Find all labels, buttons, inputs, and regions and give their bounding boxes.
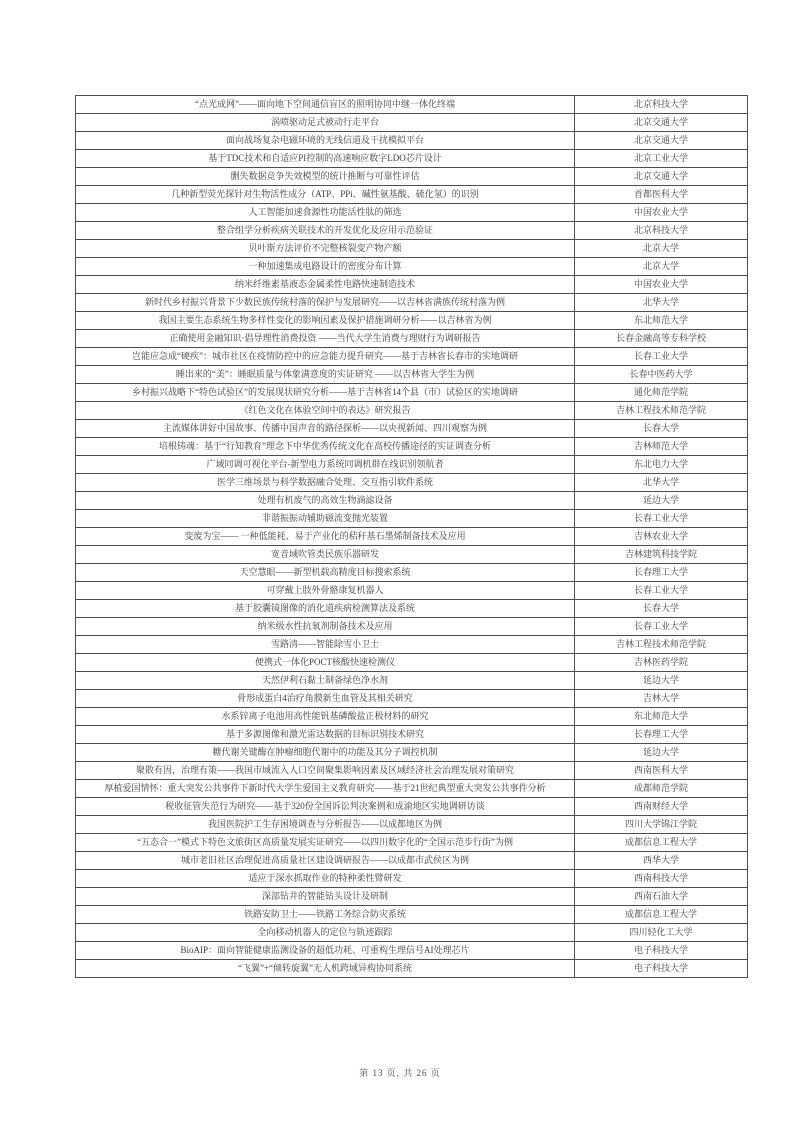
project-title-cell: 天然伊利石黏土制备绿色净水剂 xyxy=(76,672,575,690)
project-title-cell: BioAIP：面向智能健康监测设备的超低功耗、可重构生理信号AI处理芯片 xyxy=(76,942,575,960)
table-row xyxy=(76,762,748,780)
project-title-cell: 便携式一体化POCT核酸快速检测仪 xyxy=(76,654,575,672)
university-cell: 长春大学 xyxy=(575,420,748,438)
table-row xyxy=(76,96,748,114)
university-cell: 长春大学 xyxy=(575,600,748,618)
university-cell: 北京科技大学 xyxy=(575,96,748,114)
project-title-cell: 纳米级水性抗氧剂制备技术及应用 xyxy=(76,618,575,636)
project-title-cell: 涡喷驱动足式被动行走平台 xyxy=(76,114,575,132)
project-title-cell: 水系锌离子电池用高性能钒基磷酸盐正极材料的研究 xyxy=(76,708,575,726)
university-cell: 吉林师范大学 xyxy=(575,438,748,456)
project-title-cell: 税收征管失范行为研究——基于320份全国诉讼判决案例和成渝地区实地调研访谈 xyxy=(76,798,575,816)
university-cell: 北京工业大学 xyxy=(575,150,748,168)
table-row xyxy=(76,600,748,618)
university-cell: 长春金融高等专科学校 xyxy=(575,330,748,348)
project-title-cell: 适应于深水抓取作业的特种柔性臂研发 xyxy=(76,870,575,888)
university-cell: 西华大学 xyxy=(575,852,748,870)
project-title-cell: 人工智能加速食源性功能活性肽的筛选 xyxy=(76,204,575,222)
table-row xyxy=(76,276,748,294)
project-title-cell: 正确使用金融知识·倡导理性消费投资 ——当代大学生消费与理财行为调研报告 xyxy=(76,330,575,348)
project-title-cell: 天空慧眼——新型机载高精度目标搜索系统 xyxy=(76,564,575,582)
project-title-cell: 岂能应急成“硬疾”：城市社区在疫情防控中的应急能力提升研究——基于吉林省长春市的实地调研 xyxy=(76,348,575,366)
project-title-cell: 非谐振振动辅助磁流变抛光装置 xyxy=(76,510,575,528)
university-cell: 延边大学 xyxy=(575,492,748,510)
university-cell: 四川轻化工大学 xyxy=(575,924,748,942)
project-title-cell: 几种新型荧光探针对生物活性成分（ATP、PPi、碱性氨基酸、硫化氢）的识别 xyxy=(76,186,575,204)
university-cell: 吉林医药学院 xyxy=(575,654,748,672)
university-cell: 西南石油大学 xyxy=(575,888,748,906)
project-table xyxy=(75,95,748,978)
project-title-cell: 厚植爱国情怀：重大突发公共事件下新时代大学生爱国主义教育研究——基于21世纪典型重大突发公共事件分析 xyxy=(76,780,575,798)
project-title-cell: 睡出来的“美”：睡眠质量与体象满意度的实证研究 ——以吉林省大学生为例 xyxy=(76,366,575,384)
university-cell: 西南财经大学 xyxy=(575,798,748,816)
university-cell: 北华大学 xyxy=(575,294,748,312)
university-cell: 长春中医药大学 xyxy=(575,366,748,384)
table-row xyxy=(76,492,748,510)
university-cell: 四川大学锦江学院 xyxy=(575,816,748,834)
table-row xyxy=(76,780,748,798)
table-row xyxy=(76,924,748,942)
project-title-cell: 城市老旧社区治理促进高质量社区建设调研报告——以成都市武侯区为例 xyxy=(76,852,575,870)
university-cell: 电子科技大学 xyxy=(575,942,748,960)
table-row xyxy=(76,672,748,690)
table-row xyxy=(76,942,748,960)
project-title-cell: 一种加速集成电路设计的密度分布计算 xyxy=(76,258,575,276)
project-title-cell: 新时代乡村振兴背景下少数民族传统村落的保护与发展研究——以吉林省满族传统村落为例 xyxy=(76,294,575,312)
project-title-cell: “飞翼”+“倾转旋翼”无人机跨域异构协同系统 xyxy=(76,960,575,978)
table-row xyxy=(76,402,748,420)
table-row xyxy=(76,258,748,276)
table-row xyxy=(76,510,748,528)
project-title-cell: 乡村振兴战略下“特色试验区”的发展现状研究分析——基于吉林省14个县（市）试验区的实地调研 xyxy=(76,384,575,402)
university-cell: 成都信息工程大学 xyxy=(575,906,748,924)
page-number-footer: 第 13 页, 共 26 页 xyxy=(359,1068,441,1078)
university-cell: 吉林工程技术师范学院 xyxy=(575,402,748,420)
table-row xyxy=(76,222,748,240)
university-cell: 东北师范大学 xyxy=(575,708,748,726)
table-row xyxy=(76,150,748,168)
project-title-cell: 我国医院护工生存困境调查与分析报告——以成都地区为例 xyxy=(76,816,575,834)
table-row xyxy=(76,384,748,402)
table-row xyxy=(76,744,748,762)
table-row xyxy=(76,618,748,636)
table-row xyxy=(76,474,748,492)
table-row xyxy=(76,186,748,204)
university-cell: 东北师范大学 xyxy=(575,312,748,330)
table-row xyxy=(76,348,748,366)
project-title-cell: 基于胶囊镜图像的消化道疾病检测算法及系统 xyxy=(76,600,575,618)
table-row xyxy=(76,798,748,816)
university-cell: 北京大学 xyxy=(575,240,748,258)
table-row xyxy=(76,366,748,384)
university-cell: 首都医科大学 xyxy=(575,186,748,204)
university-cell: 长春理工大学 xyxy=(575,726,748,744)
university-cell: 吉林工程技术师范学院 xyxy=(575,636,748,654)
university-cell: 吉林大学 xyxy=(575,690,748,708)
table-row xyxy=(76,132,748,150)
project-title-cell: 铁路安防卫士——铁路工务综合防灾系统 xyxy=(76,906,575,924)
university-cell: 东北电力大学 xyxy=(575,456,748,474)
table-row xyxy=(76,870,748,888)
project-table-body xyxy=(76,96,748,978)
university-cell: 通化师范学院 xyxy=(575,384,748,402)
university-cell: 吉林建筑科技学院 xyxy=(575,546,748,564)
project-title-cell: “点光成网”——面向地下空间通信盲区的照明协同中继一体化终端 xyxy=(76,96,575,114)
table-row xyxy=(76,546,748,564)
table-row xyxy=(76,690,748,708)
university-cell: 成都信息工程大学 xyxy=(575,834,748,852)
university-cell: 北京科技大学 xyxy=(575,222,748,240)
table-row xyxy=(76,330,748,348)
project-title-cell: 雪路清——智能除雪小卫士 xyxy=(76,636,575,654)
university-cell: 北京交通大学 xyxy=(575,114,748,132)
project-title-cell: 删失数据竞争失效模型的统计推断与可靠性评估 xyxy=(76,168,575,186)
university-cell: 西南科技大学 xyxy=(575,870,748,888)
table-row xyxy=(76,294,748,312)
project-title-cell: 培根铸魂：基于“行知教育”理念下中华优秀传统文化在高校传播途径的实证调查分析 xyxy=(76,438,575,456)
project-title-cell: 深部钻井的智能钻头设计及研制 xyxy=(76,888,575,906)
university-cell: 电子科技大学 xyxy=(575,960,748,978)
university-cell: 成都师范学院 xyxy=(575,780,748,798)
project-title-cell: 糖代谢关键酶在肿瘤细胞代谢中的功能及其分子调控机制 xyxy=(76,744,575,762)
university-cell: 延边大学 xyxy=(575,672,748,690)
project-title-cell: 主流媒体讲好中国故事、传播中国声音的路径探析——以央视新闻、四川观察为例 xyxy=(76,420,575,438)
project-title-cell: “五态合一”模式下特色文旅街区高质量发展实证研究——以四川数字化的“全国示范步行街”为例 xyxy=(76,834,575,852)
table-row xyxy=(76,834,748,852)
university-cell: 西南医科大学 xyxy=(575,762,748,780)
project-title-cell: 面向战场复杂电磁环境的无线信道及干扰模拟平台 xyxy=(76,132,575,150)
table-row xyxy=(76,582,748,600)
project-title-cell: 整合组学分析疾病关联技术的开发优化及应用示范验证 xyxy=(76,222,575,240)
table-row xyxy=(76,528,748,546)
university-cell: 长春理工大学 xyxy=(575,564,748,582)
project-title-cell: 骨形成蛋白4治疗角膜新生血管及其相关研究 xyxy=(76,690,575,708)
table-row xyxy=(76,168,748,186)
table-row xyxy=(76,114,748,132)
table-row xyxy=(76,906,748,924)
project-title-cell: 宽音域吹管类民族乐器研发 xyxy=(76,546,575,564)
table-row xyxy=(76,312,748,330)
table-row xyxy=(76,240,748,258)
university-cell: 北京大学 xyxy=(575,258,748,276)
project-title-cell: 基于TDC技术和自适应PI控制的高速响应数字LDO芯片设计 xyxy=(76,150,575,168)
project-title-cell: 纳米纤维素基液态金属柔性电路快速制造技术 xyxy=(76,276,575,294)
university-cell: 长春工业大学 xyxy=(575,582,748,600)
project-title-cell: 可穿戴上肢外骨骼康复机器人 xyxy=(76,582,575,600)
table-row xyxy=(76,816,748,834)
university-cell: 长春工业大学 xyxy=(575,618,748,636)
university-cell: 长春工业大学 xyxy=(575,510,748,528)
project-title-cell: 医学三维场景与科学数据融合处理、交互指引软件系统 xyxy=(76,474,575,492)
table-row xyxy=(76,888,748,906)
university-cell: 延边大学 xyxy=(575,744,748,762)
table-row xyxy=(76,420,748,438)
project-title-cell: 变废为宝—— 一种低能耗、易于产业化的秸秆基石墨烯制备技术及应用 xyxy=(76,528,575,546)
table-row xyxy=(76,726,748,744)
table-row xyxy=(76,564,748,582)
university-cell: 长春工业大学 xyxy=(575,348,748,366)
table-row xyxy=(76,852,748,870)
project-title-cell: 《红色文化在体验空间中的表达》研究报告 xyxy=(76,402,575,420)
project-title-cell: 全向移动机器人的定位与轨迹跟踪 xyxy=(76,924,575,942)
project-title-cell: 处理有机废气的高效生物滴滤设备 xyxy=(76,492,575,510)
table-row xyxy=(76,438,748,456)
project-title-cell: 基于多源图像和激光雷达数据的目标识别技术研究 xyxy=(76,726,575,744)
table-row xyxy=(76,456,748,474)
university-cell: 吉林农业大学 xyxy=(575,528,748,546)
university-cell: 北京交通大学 xyxy=(575,168,748,186)
university-cell: 中国农业大学 xyxy=(575,276,748,294)
table-row xyxy=(76,708,748,726)
project-title-cell: 贝叶斯方法评价不完整核裂变产物产额 xyxy=(76,240,575,258)
table-row xyxy=(76,960,748,978)
project-title-cell: 聚散有因，治理有策——我国市域流入人口空间聚集影响因素及区域经济社会治理发展对策研究 xyxy=(76,762,575,780)
project-title-cell: 广域同调可视化平台-新型电力系统同调机群在线识别领航者 xyxy=(76,456,575,474)
table-row xyxy=(76,204,748,222)
university-cell: 中国农业大学 xyxy=(575,204,748,222)
university-cell: 北京交通大学 xyxy=(575,132,748,150)
table-row xyxy=(76,636,748,654)
table-row xyxy=(76,654,748,672)
university-cell: 北华大学 xyxy=(575,474,748,492)
project-title-cell: 我国主要生态系统生物多样性变化的影响因素及保护措施调研分析——以吉林省为例 xyxy=(76,312,575,330)
